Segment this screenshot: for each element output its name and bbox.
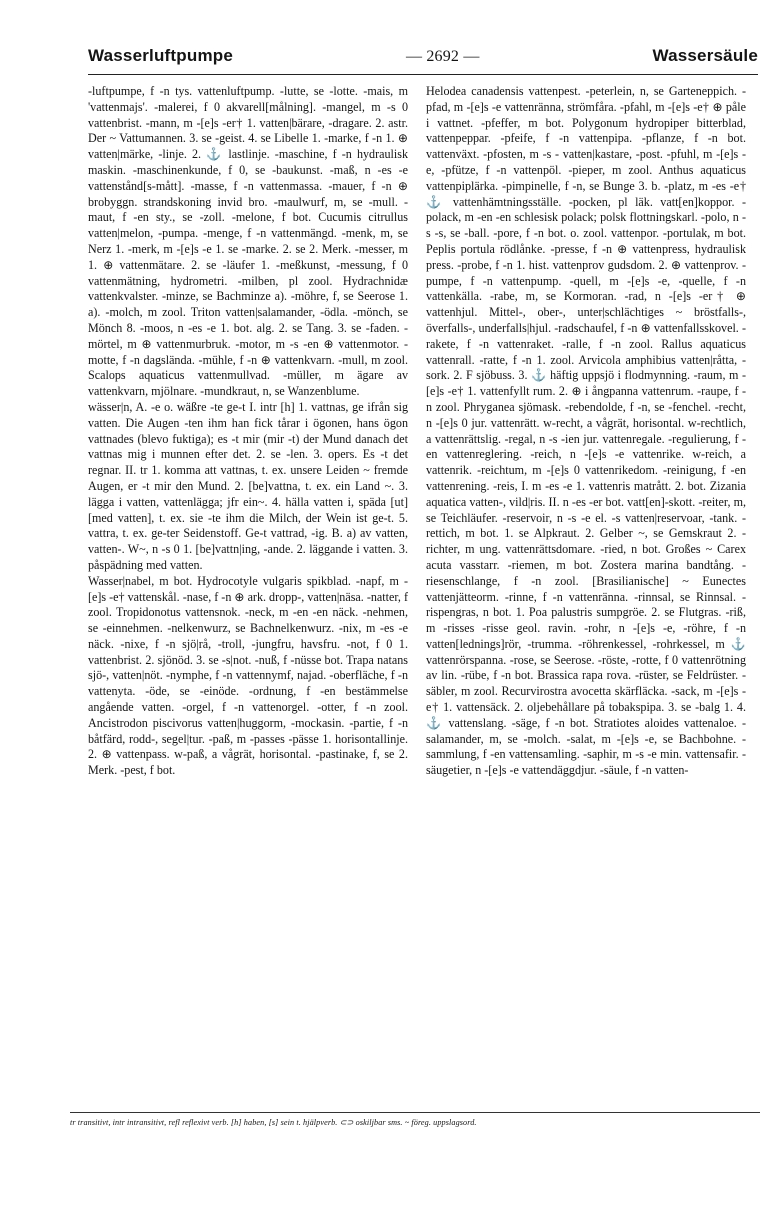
dictionary-entry-block: -luftpumpe, f -n tys. vattenluftpump. -lutte, se -lotte. -mais, m 'vattenmajs'. -malerei, f 0 akvarell[målning]. -mangel, m -s 0 vattenbrist. -mann, m -[e]s -er† 1. vatten|bärare, -dragare. 2. astr. Der ~ Vattumannen. 3. se -geist. 4. se Libelle 1. -marke, f -n 1. ⊕ vatten|märke, -linje. 2. ⚓ lastlinje. -maschine, f -n hydraulisk maskin. -maschinenkunde, f 0, se -baukunst. -maß, n -es -e vattenstånd[s-mått]. -masse, f -n vattenmassa. -mauer, f -n ⊕ brobyggn. strandskoning invid bro. -maulwurf, m, se -mull. -maut, f -en sty., se -zoll. -melone, f bot. Cucumis citrullus vatten|melon, -pumpa. -menge, f -n vattenmängd. -menk, m, se Nerz 1. -merk, m -[e]s -e 1. se -marke. 2. se 2. Merk. -messer, m 1. ⊕ vattenmätare. 2. se -läufer 1. -meßkunst, -messung, f 0 vattenmätning, hydrometri. -milben, pl zool. Hydrachnidæ vattenkvalster. -minze, se Bachminze a). -möhre, f, se Seerose 1. a). -molch, m zool. Triton vatten|salamander, -ödla. -mönch, se Mönch 8. -moos, n -es -e 1. bot. alg. 2. se Tang. 3. se -faden. -mörtel, m ⊕ vattenmurbruk. -motor, m -s -en ⊕ vattenmotor. -motte, f -n dagslända. -mühle, f -n ⊕ vattenkvarn. -mull, m zool. Scalops aquaticus vattenmullvad. -müller, m ägare av vattenkvarn, mjölnare. -mundkraut, n, se Wanzenblume.	[88, 84, 408, 399]
dictionary-entry-block: wässer|n, A. -e o. wäßre -te ge-t I. intr [h] 1. vattnas, ge ifrån sig vatten. Die Augen -ten ihm han fick tårar i ögonen, hans ögon vattnades (blevo fuktiga); es -t mir (mir -t) der Mund danach det vattnas mig i munnen efter det. 2. se -len. 3. opers. Es -t det regnar. II. tr 1. komma att vattnas, t. ex. unsere Leiden ~ fremde Augen, er -t mir den Mund. 2. [be]vattna, t. ex. ein Land ~. 3. lägga i vatten, vattenlägga; jfr ein~. 4. hälla vatten i, späda [ut] [med vatten], t. ex. sie -te ihm die Milch, der Wein ist ge-t. 5. vattra, t. ex. ge-ter Seidenstoff. Ge-t vattrad, -ig. B. a) av vatten, vatten-. W~, n -s 0 1. [be]vattn|ing, -ande. 2. läggande i vatten. 3. påspädning med vatten.	[88, 399, 408, 572]
page-number: — 2692 —	[405, 48, 480, 65]
dictionary-entry-block: Helodea canadensis vattenpest. -peterlein, n, se Garteneppich. -pfad, m -[e]s -e vattenränna, strömfåra. -pfahl, m -[e]s -e† ⊕ påle i vattnet. -pfeffer, m bot. Polygonum hydropiper bitterblad, vattenpeppar. -pfeife, f -n vattenpipa. -pflanze, f -n bot. vattenväxt. -pfosten, m -s - vatten|kastare, -post. -pfuhl, m -[e]s -e, -pfütze, f -n vattenpöl. -pieper, m zool. Anthus aquaticus vattenpiplärka. -pimpinelle, f -n, se Bunge 3. b. -platz, m -es -e† ⚓ vattenhämtningsställe. -pocken, pl läk. vatt[en]koppor. -polack, m -en -en schlesisk polack; polsk flottningskarl. -polo, n -s -s, se -ball. -pore, f -n bot. o. zool. vattenpor. -portulak, m bot. Peplis portula rödlånke. -presse, f -n ⊕ vattenpress, hydraulisk press. -probe, f -n 1. hist. vattenprov gudsdom. 2. ⊕ vattenprov. -pumpe, f -n vattenpump. -quell, m -[e]s -e, -quelle, f -n vattenkälla. -rabe, m, se Kormoran. -rad, n -[e]s -er† ⊕ vattenhjul. Mittel-, ober-, unter|schlächtiges ~ bröstfalls-, överfalls-, underfalls|hjul. -radschaufel, f -n ⊕ vattenfallsskovel. -rakete, f -n vattenraket. -ralle, f -n zool. Rallus aquaticus vattenrall. -ratte, f -n 1. zool. Arvicola amphibius vatten|råtta, -sork. 2. F sjöbuss. 3. ⚓ häftig uppsjö i flodmynning. -raum, m -[e]s -e† 1. vattenfyllt rum. 2. ⊕ i ångpanna vattenrum. -raupe, f -n zool. Phryganea sjömask. -rebendolde, f -n, se -fenchel. -recht, n -[e]s 0 jur. vattenrätt. w-recht, a vågrät, horisontal. w-rechtlich, a vattenrättslig. -regal, n -s -ien jur. vattenregale. -regulierung, f -en vattenreglering. -reich, n -[e]s -e vattenrike. w-reich, a vattenrik. -reichtum, m -[e]s 0 vattenrikedom. -reinigung, f -en vattenrening. -reis, I. m -es -e 1. vattenris matrått. 2. bot. Zizania aquatica vatten-, vild|ris. II. n -es -er bot. vatt[en]-skott. -reiter, m, se Teichläufer. -reservoir, n -s -e el. -s vatten|reservoar, -tank. -rettich, m bot. 1. se Alpkraut. 2. Gelber ~, se Gemskraut 2. -richter, m ung. vattenrättsdomare. -ried, n bot. Großes ~ Carex acuta vasstarr. -riemen, m bot. Zostera marina bandtång. -riesenschlange, f -n zool. [Brasilianische] ~ Eunectes vattenjätteorm. -rinne, f -n vattenränna. -rinnsal, se Rinnsal. -rispengras, n bot. 1. Poa palustris sumpgröe. 2. se Flutgras. -riß, m -risses -risse geol. ravin. -rohr, n -[e]s -e, -röhre, f -n vatten[lednings]rör, -trumma. -röhrenkessel, -rohrkessel, m ⚓ vattenrörspanna. -rose, se Seerose. -röste, -rotte, f 0 vattenrötning av lin. -rübe, f -n bot. Brassica rapa rova. -rüster, se Feldrüster. -säbler, m zool. Recurvirostra avocetta skärfläcka. -sack, m -[e]s -e† 1. vattensäck. 2. oljebehållare på tobakspipa. 3. se -balg 1. 4. ⚓ vattenslang. -säge, f -n bot. Stratiotes aloides vattenaloe. -salamander, m, se -molch. -salat, m -[e]s -e, se Bachbohne. -sammlung, f -en vattensamling. -saphir, m -s -e min. vattensafir. -säugetier, n -[e]s -e vattendäggdjur. -säule, f -n vatten-	[426, 84, 746, 778]
running-header	[88, 46, 758, 75]
header-left-word: Wasserluftpumpe	[88, 46, 234, 65]
left-column	[88, 84, 408, 1084]
dictionary-entry-block: Wasser|nabel, m bot. Hydrocotyle vulgaris spikblad. -napf, m -[e]s -e† vattenskål. -nase, f -n ⊕ ark. dropp-, vatten|näsa. -natter, f zool. Tropidonotus vattensnok. -neck, m -en -en näck. -nehmen, se -einnehmen. -nelkenwurz, se Bachnelkenwurz. -nix, m -es -e näck. -nixe, f -n sjö|rå, -troll, -jungfru, havsfru. -not, f 0 1. vattenbrist. 2. sjönöd. 3. se -s|not. -nuß, f -nüsse bot. Trapa natans sjö-, vatten|nöt. -nymphe, f -n vattennymf, najad. -oberfläche, f -n vattenyta. -öde, se -einöde. -ordnung, f -en bestämmelse angående vatten. -orgel, f -n vattenorgel. -otter, f -n zool. Ancistrodon piscivorus vatten|huggorm, -mockasin. -partie, f -n båtfärd, rodd-, segel|tur. -paß, m -passes -pässe 1. horisontallinje. 2. ⊕ vattenpass. w-paß, a vågrät, horisontal. -pastinake, f, se 2. Merk. -pest, f bot.	[88, 573, 408, 778]
right-column	[426, 84, 746, 1084]
header-right-word: Wassersäule	[652, 46, 758, 65]
abbreviation-footer: tr transitivt, intr intransitivt, refl reflexivt verb. [h] haben, [s] sein t. hjälpverb. ⊂⊃ oskiljbar sms. ~ föreg. uppslagsord.	[70, 1112, 760, 1127]
